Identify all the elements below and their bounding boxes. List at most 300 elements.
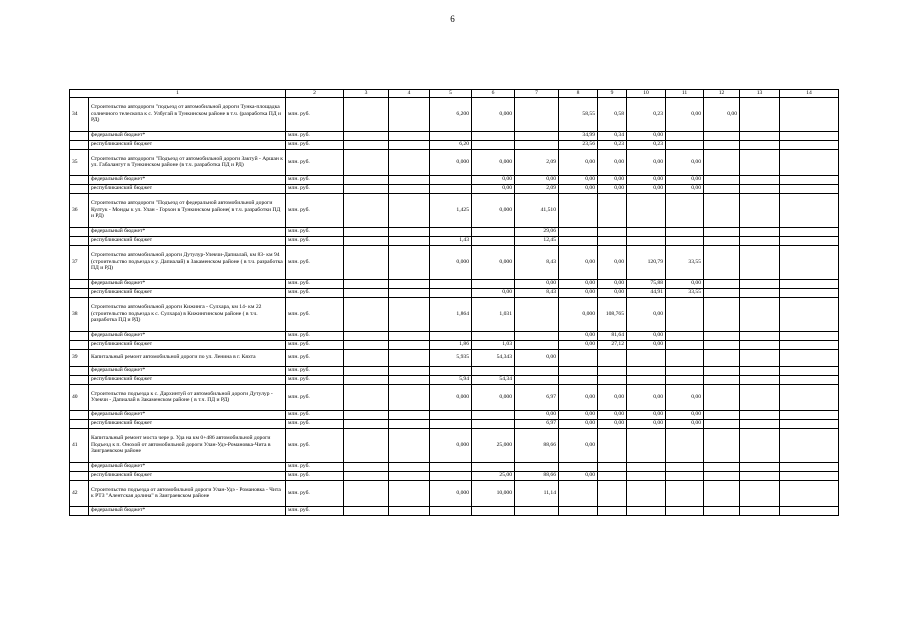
value-cell bbox=[740, 236, 780, 245]
value-cell: 0,000 bbox=[472, 97, 515, 131]
value-cell: 0,00 bbox=[666, 175, 704, 184]
value-cell bbox=[780, 462, 839, 471]
item-number-cell bbox=[70, 340, 89, 349]
value-cell bbox=[740, 480, 780, 506]
value-cell: 0,00 bbox=[515, 410, 559, 419]
table-row bbox=[70, 375, 839, 384]
item-number-cell bbox=[70, 236, 89, 245]
value-cell bbox=[389, 227, 430, 236]
value-cell: 0,00 bbox=[627, 131, 666, 140]
unit-cell: млн. руб. bbox=[286, 184, 344, 193]
value-cell bbox=[740, 245, 780, 279]
value-cell bbox=[666, 471, 704, 480]
value-cell bbox=[780, 175, 839, 184]
value-cell bbox=[389, 384, 430, 410]
value-cell bbox=[389, 184, 430, 193]
value-cell: 0,00 bbox=[559, 384, 598, 410]
value-cell bbox=[344, 288, 389, 297]
item-name-cell: республиканский бюджет bbox=[89, 288, 286, 297]
value-cell bbox=[780, 410, 839, 419]
column-header: 4 bbox=[389, 90, 430, 98]
column-header: 14 bbox=[780, 90, 839, 98]
value-cell: 88,66 bbox=[515, 471, 559, 480]
value-cell bbox=[389, 506, 430, 515]
item-name-cell: федеральный бюджет* bbox=[89, 227, 286, 236]
value-cell: 75,88 bbox=[627, 279, 666, 288]
value-cell bbox=[740, 349, 780, 366]
value-cell: 0,00 bbox=[666, 384, 704, 410]
unit-cell: млн. руб. bbox=[286, 480, 344, 506]
value-cell bbox=[704, 331, 740, 340]
value-cell bbox=[472, 419, 515, 428]
value-cell bbox=[780, 331, 839, 340]
table-row bbox=[70, 297, 839, 331]
unit-cell: млн. руб. bbox=[286, 375, 344, 384]
value-cell bbox=[704, 375, 740, 384]
value-cell bbox=[704, 419, 740, 428]
value-cell bbox=[627, 375, 666, 384]
value-cell: 0,34 bbox=[598, 131, 627, 140]
value-cell bbox=[559, 462, 598, 471]
value-cell: 0,23 bbox=[627, 140, 666, 149]
value-cell bbox=[780, 193, 839, 227]
value-cell bbox=[389, 140, 430, 149]
value-cell: 120,79 bbox=[627, 245, 666, 279]
item-number-cell bbox=[70, 131, 89, 140]
value-cell: 0,00 bbox=[627, 297, 666, 331]
value-cell: 0,00 bbox=[559, 419, 598, 428]
value-cell bbox=[389, 131, 430, 140]
item-name-cell: Строительство подъезда от автомобильной дороги Улан-Удэ - Романовка - Чита к РТЗ "Алентская долина" в Заиграевском районе bbox=[89, 480, 286, 506]
value-cell: 0,00 bbox=[627, 149, 666, 175]
value-cell: 33,55 bbox=[666, 288, 704, 297]
value-cell: 1,43 bbox=[430, 236, 472, 245]
value-cell bbox=[627, 428, 666, 462]
item-name-cell: федеральный бюджет* bbox=[89, 366, 286, 375]
value-cell bbox=[472, 131, 515, 140]
value-cell: 6,20 bbox=[430, 140, 472, 149]
value-cell bbox=[430, 506, 472, 515]
item-name-cell: республиканский бюджет bbox=[89, 471, 286, 480]
value-cell bbox=[472, 506, 515, 515]
value-cell: 1,425 bbox=[430, 193, 472, 227]
table-row bbox=[70, 175, 839, 184]
value-cell bbox=[344, 462, 389, 471]
value-cell bbox=[344, 480, 389, 506]
unit-cell: млн. руб. bbox=[286, 140, 344, 149]
value-cell: 0,00 bbox=[559, 184, 598, 193]
value-cell: 1,86 bbox=[430, 340, 472, 349]
value-cell: 0,00 bbox=[627, 419, 666, 428]
item-name-cell: республиканский бюджет bbox=[89, 184, 286, 193]
table-row bbox=[70, 149, 839, 175]
value-cell bbox=[430, 288, 472, 297]
value-cell bbox=[704, 297, 740, 331]
value-cell: 0,00 bbox=[627, 175, 666, 184]
value-cell: 0,00 bbox=[515, 175, 559, 184]
value-cell: 0,00 bbox=[598, 175, 627, 184]
value-cell: 33,55 bbox=[666, 245, 704, 279]
value-cell bbox=[389, 279, 430, 288]
table-row bbox=[70, 349, 839, 366]
item-name-cell: федеральный бюджет* bbox=[89, 131, 286, 140]
value-cell: 0,00 bbox=[559, 288, 598, 297]
value-cell bbox=[344, 340, 389, 349]
value-cell bbox=[740, 410, 780, 419]
value-cell bbox=[704, 480, 740, 506]
unit-cell: млн. руб. bbox=[286, 506, 344, 515]
value-cell bbox=[559, 349, 598, 366]
value-cell bbox=[627, 471, 666, 480]
value-cell bbox=[666, 193, 704, 227]
value-cell: 1,03 bbox=[472, 340, 515, 349]
item-number-cell bbox=[70, 175, 89, 184]
value-cell bbox=[780, 340, 839, 349]
value-cell bbox=[598, 462, 627, 471]
value-cell: 0,000 bbox=[430, 245, 472, 279]
page-number: 6 bbox=[450, 14, 455, 24]
column-header: 12 bbox=[704, 90, 740, 98]
value-cell: 0,000 bbox=[472, 193, 515, 227]
value-cell bbox=[704, 227, 740, 236]
value-cell bbox=[704, 288, 740, 297]
item-number-cell bbox=[70, 227, 89, 236]
table-row bbox=[70, 480, 839, 506]
value-cell: 8,43 bbox=[515, 245, 559, 279]
value-cell bbox=[740, 131, 780, 140]
value-cell bbox=[472, 227, 515, 236]
value-cell bbox=[430, 331, 472, 340]
value-cell bbox=[389, 297, 430, 331]
value-cell: 5,94 bbox=[430, 375, 472, 384]
item-name-cell: Строительство автодороги "подъезд от автомобильной дороги Тунка-площадка солнечного телескопа к с. Улбугай в Тункинском районе в т.ч. (разработка ПД и РД) bbox=[89, 97, 286, 131]
value-cell: 0,00 bbox=[515, 349, 559, 366]
value-cell bbox=[780, 184, 839, 193]
value-cell: 0,23 bbox=[627, 97, 666, 131]
value-cell: 0,00 bbox=[666, 419, 704, 428]
value-cell: 29,06 bbox=[515, 227, 559, 236]
item-number-cell bbox=[70, 366, 89, 375]
unit-cell: млн. руб. bbox=[286, 349, 344, 366]
unit-cell: млн. руб. bbox=[286, 227, 344, 236]
value-cell bbox=[740, 471, 780, 480]
value-cell bbox=[344, 131, 389, 140]
value-cell bbox=[389, 428, 430, 462]
value-cell: 0,00 bbox=[559, 245, 598, 279]
unit-cell: млн. руб. bbox=[286, 419, 344, 428]
table-row bbox=[70, 506, 839, 515]
value-cell: 0,000 bbox=[430, 149, 472, 175]
value-cell bbox=[627, 193, 666, 227]
item-number-cell: 42 bbox=[70, 480, 89, 506]
value-cell: 0,58 bbox=[598, 97, 627, 131]
value-cell bbox=[704, 506, 740, 515]
value-cell: 0,00 bbox=[559, 471, 598, 480]
unit-cell: млн. руб. bbox=[286, 340, 344, 349]
value-cell bbox=[780, 245, 839, 279]
value-cell bbox=[430, 366, 472, 375]
value-cell bbox=[704, 410, 740, 419]
value-cell bbox=[598, 428, 627, 462]
value-cell bbox=[430, 184, 472, 193]
item-number-cell bbox=[70, 331, 89, 340]
item-name-cell: федеральный бюджет* bbox=[89, 331, 286, 340]
item-number-cell: 35 bbox=[70, 149, 89, 175]
value-cell bbox=[598, 349, 627, 366]
unit-cell: млн. руб. bbox=[286, 428, 344, 462]
column-header: 9 bbox=[598, 90, 627, 98]
value-cell bbox=[780, 419, 839, 428]
value-cell: 27,12 bbox=[598, 340, 627, 349]
value-cell bbox=[627, 236, 666, 245]
value-cell bbox=[389, 175, 430, 184]
value-cell bbox=[740, 297, 780, 331]
value-cell bbox=[344, 245, 389, 279]
value-cell bbox=[740, 384, 780, 410]
value-cell bbox=[740, 375, 780, 384]
value-cell: 0,00 bbox=[515, 279, 559, 288]
item-name-cell: федеральный бюджет* bbox=[89, 279, 286, 288]
value-cell: 0,00 bbox=[598, 279, 627, 288]
column-header: 6 bbox=[472, 90, 515, 98]
value-cell bbox=[780, 428, 839, 462]
value-cell bbox=[627, 227, 666, 236]
value-cell bbox=[740, 175, 780, 184]
value-cell bbox=[704, 279, 740, 288]
value-cell: 8,43 bbox=[515, 288, 559, 297]
item-name-cell: федеральный бюджет* bbox=[89, 506, 286, 515]
table-row bbox=[70, 227, 839, 236]
value-cell bbox=[704, 245, 740, 279]
item-number-cell: 34 bbox=[70, 97, 89, 131]
item-name-cell: республиканский бюджет bbox=[89, 419, 286, 428]
value-cell bbox=[627, 349, 666, 366]
table-row bbox=[70, 245, 839, 279]
value-cell bbox=[472, 331, 515, 340]
item-number-cell: 41 bbox=[70, 428, 89, 462]
table-row bbox=[70, 340, 839, 349]
value-cell bbox=[704, 340, 740, 349]
value-cell bbox=[666, 140, 704, 149]
value-cell bbox=[666, 227, 704, 236]
item-name-cell: Строительство автодороги "Подъезд от федеральной автомобильной дороги Култук - Монды к ул. Улан - Горхон в Тункинском районе( в т.ч. разработки ПД и РД) bbox=[89, 193, 286, 227]
value-cell: 0,00 bbox=[559, 175, 598, 184]
value-cell bbox=[515, 331, 559, 340]
unit-cell: млн. руб. bbox=[286, 297, 344, 331]
table-row bbox=[70, 410, 839, 419]
header-row bbox=[70, 90, 839, 98]
item-number-cell bbox=[70, 184, 89, 193]
value-cell bbox=[389, 471, 430, 480]
value-cell: 0,00 bbox=[559, 428, 598, 462]
column-header: 1 bbox=[70, 90, 286, 98]
value-cell bbox=[515, 140, 559, 149]
unit-cell: млн. руб. bbox=[286, 279, 344, 288]
value-cell bbox=[780, 480, 839, 506]
value-cell bbox=[666, 297, 704, 331]
value-cell: 0,000 bbox=[430, 384, 472, 410]
value-cell: 0,00 bbox=[559, 149, 598, 175]
value-cell: 34,99 bbox=[559, 131, 598, 140]
value-cell bbox=[704, 366, 740, 375]
value-cell bbox=[704, 236, 740, 245]
value-cell bbox=[559, 236, 598, 245]
unit-cell: млн. руб. bbox=[286, 175, 344, 184]
value-cell bbox=[389, 419, 430, 428]
table-row bbox=[70, 131, 839, 140]
value-cell bbox=[780, 131, 839, 140]
item-name-cell: республиканский бюджет bbox=[89, 140, 286, 149]
item-number-cell: 39 bbox=[70, 349, 89, 366]
value-cell bbox=[515, 297, 559, 331]
value-cell bbox=[344, 236, 389, 245]
value-cell bbox=[344, 184, 389, 193]
item-name-cell: республиканский бюджет bbox=[89, 236, 286, 245]
value-cell: 0,000 bbox=[472, 245, 515, 279]
value-cell bbox=[704, 471, 740, 480]
table-row bbox=[70, 428, 839, 462]
value-cell bbox=[780, 471, 839, 480]
value-cell bbox=[666, 375, 704, 384]
value-cell: 12,45 bbox=[515, 236, 559, 245]
value-cell: 88,66 bbox=[515, 428, 559, 462]
value-cell bbox=[515, 131, 559, 140]
unit-cell: млн. руб. bbox=[286, 245, 344, 279]
value-cell bbox=[780, 227, 839, 236]
value-cell bbox=[430, 175, 472, 184]
value-cell: 58,55 bbox=[559, 97, 598, 131]
item-name-cell: республиканский бюджет bbox=[89, 340, 286, 349]
value-cell bbox=[704, 184, 740, 193]
value-cell bbox=[740, 279, 780, 288]
value-cell: 0,00 bbox=[598, 419, 627, 428]
value-cell bbox=[598, 506, 627, 515]
value-cell: 2,09 bbox=[515, 184, 559, 193]
value-cell bbox=[389, 236, 430, 245]
table-row bbox=[70, 184, 839, 193]
value-cell: 108,765 bbox=[598, 297, 627, 331]
value-cell bbox=[344, 375, 389, 384]
value-cell: 0,00 bbox=[472, 175, 515, 184]
value-cell bbox=[704, 149, 740, 175]
value-cell bbox=[389, 193, 430, 227]
value-cell bbox=[515, 97, 559, 131]
value-cell bbox=[780, 366, 839, 375]
value-cell: 1,031 bbox=[472, 297, 515, 331]
value-cell: 0,00 bbox=[666, 184, 704, 193]
value-cell bbox=[430, 279, 472, 288]
value-cell bbox=[472, 366, 515, 375]
value-cell bbox=[344, 366, 389, 375]
value-cell bbox=[740, 331, 780, 340]
value-cell bbox=[740, 428, 780, 462]
item-name-cell: Капитальный ремонт моста чере р. Уда на км 0+486 автомобильной дороги Подъезд к п. Онохой от автомобильной дороги Улан-Удэ-Романовка-Чита в Заиграевском районе bbox=[89, 428, 286, 462]
column-header: 13 bbox=[740, 90, 780, 98]
item-name-cell: федеральный бюджет* bbox=[89, 462, 286, 471]
value-cell bbox=[344, 140, 389, 149]
budget-table bbox=[69, 89, 839, 516]
value-cell: 0,000 bbox=[430, 428, 472, 462]
value-cell: 6,97 bbox=[515, 419, 559, 428]
value-cell bbox=[344, 227, 389, 236]
table-row bbox=[70, 236, 839, 245]
value-cell bbox=[598, 236, 627, 245]
value-cell: 0,000 bbox=[559, 297, 598, 331]
value-cell bbox=[559, 506, 598, 515]
value-cell bbox=[598, 480, 627, 506]
value-cell bbox=[389, 366, 430, 375]
value-cell bbox=[598, 193, 627, 227]
value-cell bbox=[704, 140, 740, 149]
value-cell bbox=[389, 149, 430, 175]
value-cell: 0,00 bbox=[598, 184, 627, 193]
value-cell: 5,935 bbox=[430, 349, 472, 366]
value-cell bbox=[666, 462, 704, 471]
item-number-cell bbox=[70, 410, 89, 419]
value-cell bbox=[666, 366, 704, 375]
value-cell: 0,00 bbox=[666, 410, 704, 419]
value-cell: 23,56 bbox=[559, 140, 598, 149]
value-cell bbox=[430, 462, 472, 471]
unit-cell: млн. руб. bbox=[286, 471, 344, 480]
value-cell bbox=[780, 236, 839, 245]
value-cell bbox=[704, 384, 740, 410]
value-cell bbox=[344, 193, 389, 227]
value-cell bbox=[740, 506, 780, 515]
value-cell bbox=[430, 410, 472, 419]
value-cell: 0,00 bbox=[627, 340, 666, 349]
value-cell bbox=[740, 462, 780, 471]
item-number-cell bbox=[70, 375, 89, 384]
value-cell bbox=[389, 331, 430, 340]
value-cell bbox=[740, 227, 780, 236]
value-cell bbox=[472, 140, 515, 149]
item-number-cell bbox=[70, 419, 89, 428]
column-header: 10 bbox=[627, 90, 666, 98]
value-cell: 0,000 bbox=[430, 480, 472, 506]
unit-cell: млн. руб. bbox=[286, 97, 344, 131]
value-cell bbox=[430, 227, 472, 236]
column-header: 7 bbox=[515, 90, 559, 98]
value-cell: 0,000 bbox=[472, 384, 515, 410]
value-cell bbox=[627, 480, 666, 506]
value-cell: 0,00 bbox=[598, 410, 627, 419]
value-cell bbox=[598, 366, 627, 375]
value-cell bbox=[666, 236, 704, 245]
value-cell: 0,00 bbox=[704, 97, 740, 131]
value-cell bbox=[780, 97, 839, 131]
value-cell bbox=[344, 471, 389, 480]
table-row bbox=[70, 384, 839, 410]
value-cell: 10,000 bbox=[472, 480, 515, 506]
item-number-cell bbox=[70, 140, 89, 149]
value-cell: 0,00 bbox=[598, 245, 627, 279]
item-number-cell: 38 bbox=[70, 297, 89, 331]
item-name-cell: Строительство автомобильной дороги Дутулур-Улекчи-Дапиалай, км 83- км 94 (строительство подъезда к у. Дапиалай) в Закаменском районе ( в т.ч. разработка ПД и РД) bbox=[89, 245, 286, 279]
value-cell: 0,00 bbox=[598, 288, 627, 297]
value-cell bbox=[344, 149, 389, 175]
value-cell bbox=[780, 149, 839, 175]
value-cell bbox=[559, 227, 598, 236]
value-cell bbox=[666, 331, 704, 340]
value-cell bbox=[780, 288, 839, 297]
value-cell bbox=[389, 410, 430, 419]
value-cell bbox=[627, 366, 666, 375]
value-cell bbox=[344, 419, 389, 428]
value-cell bbox=[430, 471, 472, 480]
value-cell bbox=[389, 480, 430, 506]
value-cell: 0,00 bbox=[627, 331, 666, 340]
